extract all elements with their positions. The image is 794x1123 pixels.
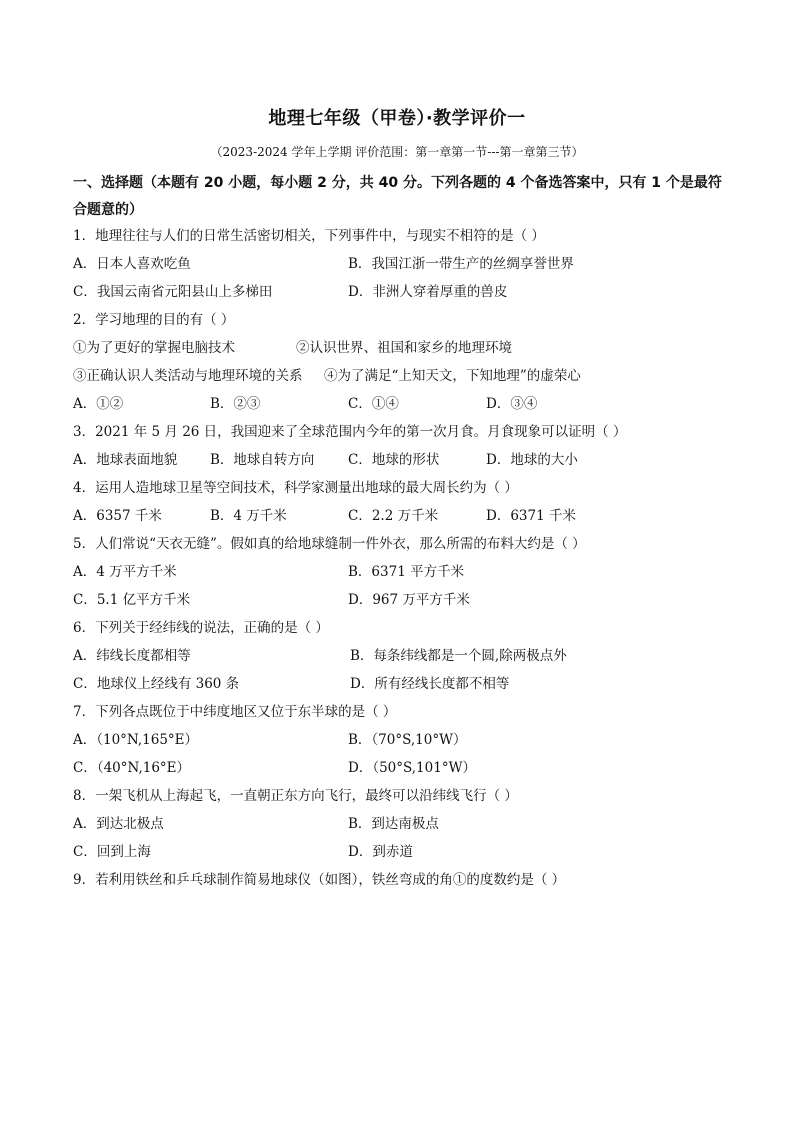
- question-4-option-d[interactable]: D．6371 千米: [486, 508, 576, 524]
- question-7-option-c[interactable]: C．（40°N,16°E）: [73, 760, 191, 776]
- page-title: 地理七年级（甲卷）·教学评价一: [268, 108, 526, 129]
- question-6-option-d[interactable]: D．所有经线长度都不相等: [350, 676, 510, 692]
- question-1-option-d[interactable]: D．非洲人穿着厚重的兽皮: [348, 284, 508, 300]
- question-2-item-2: ②认识世界、祖国和家乡的地理环境: [296, 340, 512, 356]
- question-2-option-b[interactable]: B．②③: [210, 396, 261, 412]
- question-2-item-1: ①为了更好的掌握电脑技术: [73, 340, 235, 356]
- question-8-stem: 8．一架飞机从上海起飞，一直朝正东方向飞行，最终可以沿纬线飞行（ ）: [73, 788, 518, 804]
- question-1-option-a[interactable]: A．日本人喜欢吃鱼: [73, 256, 191, 272]
- question-4-option-b[interactable]: B．4 万千米: [210, 508, 287, 524]
- question-4-option-c[interactable]: C．2.2 万千米: [348, 508, 439, 524]
- question-3-stem: 3．2021 年 5 月 26 日，我国迎来了全球范围内今年的第一次月食。月食现象可以证明（ ）: [73, 424, 627, 440]
- question-7-stem: 7．下列各点既位于中纬度地区又位于东半球的是（ ）: [73, 704, 397, 720]
- question-2-option-a[interactable]: A．①②: [73, 396, 124, 412]
- question-8-option-a[interactable]: A．到达北极点: [73, 816, 164, 832]
- question-7-option-d[interactable]: D．（50°S,101°W）: [348, 760, 476, 776]
- question-2-option-c[interactable]: C．①④: [348, 396, 399, 412]
- question-5-option-c[interactable]: C．5.1 亿平方千米: [73, 592, 191, 608]
- question-3-option-b[interactable]: B．地球自转方向: [210, 452, 315, 468]
- section-heading: 一、选择题（本题有 20 小题，每小题 2 分，共 40 分。下列各题的 4 个备选答案中，只有 1 个是最符合题意的）: [73, 175, 722, 218]
- question-3-option-c[interactable]: C．地球的形状: [348, 452, 440, 468]
- question-8-option-b[interactable]: B．到达南极点: [348, 816, 439, 832]
- question-5-option-a[interactable]: A．4 万平方千米: [73, 564, 177, 580]
- question-1-stem: 1．地理往往与人们的日常生活密切相关，下列事件中，与现实不相符的是（ ）: [73, 228, 545, 244]
- question-3-option-d[interactable]: D．地球的大小: [486, 452, 578, 468]
- question-1-option-b[interactable]: B．我国江浙一带生产的丝绸享誉世界: [348, 256, 574, 272]
- question-5-stem: 5．人们常说“天衣无缝”。假如真的给地球缝制一件外衣，那么所需的布料大约是（ ）: [73, 536, 586, 552]
- page-subtitle: （2023-2024 学年上学期 评价范围：第一章第一节---第一章第三节）: [210, 145, 584, 159]
- question-1-option-c[interactable]: C．我国云南省元阳县山上多梯田: [73, 284, 273, 300]
- question-7-option-a[interactable]: A．（10°N,165°E）: [73, 732, 199, 748]
- question-8-option-d[interactable]: D．到赤道: [348, 844, 413, 860]
- question-2-stem: 2．学习地理的目的有（ ）: [73, 312, 235, 328]
- question-4-option-a[interactable]: A．6357 千米: [73, 508, 162, 524]
- question-7-option-b[interactable]: B．（70°S,10°W）: [348, 732, 467, 748]
- question-3-option-a[interactable]: A．地球表面地貌: [73, 452, 178, 468]
- question-2-option-d[interactable]: D．③④: [486, 396, 538, 412]
- question-2-item-4: ④为了满足“上知天文，下知地理”的虚荣心: [324, 368, 581, 384]
- question-2-item-3: ③正确认识人类活动与地理环境的关系: [73, 368, 303, 384]
- question-9-stem: 9．若利用铁丝和乒乓球制作简易地球仪（如图），铁丝弯成的角①的度数约是（ ）: [73, 872, 566, 888]
- question-6-option-b[interactable]: B．每条纬线都是一个圆,除两极点外: [350, 648, 567, 664]
- question-5-option-b[interactable]: B．6371 平方千米: [348, 564, 465, 580]
- question-4-stem: 4．运用人造地球卫星等空间技术，科学家测量出地球的最大周长约为（ ）: [73, 480, 518, 496]
- question-6-stem: 6．下列关于经纬线的说法，正确的是（ ）: [73, 620, 329, 636]
- question-6-option-c[interactable]: C．地球仪上经线有 360 条: [73, 676, 240, 692]
- question-6-option-a[interactable]: A．纬线长度都相等: [73, 648, 191, 664]
- question-5-option-d[interactable]: D．967 万平方千米: [348, 592, 470, 608]
- question-8-option-c[interactable]: C．回到上海: [73, 844, 151, 860]
